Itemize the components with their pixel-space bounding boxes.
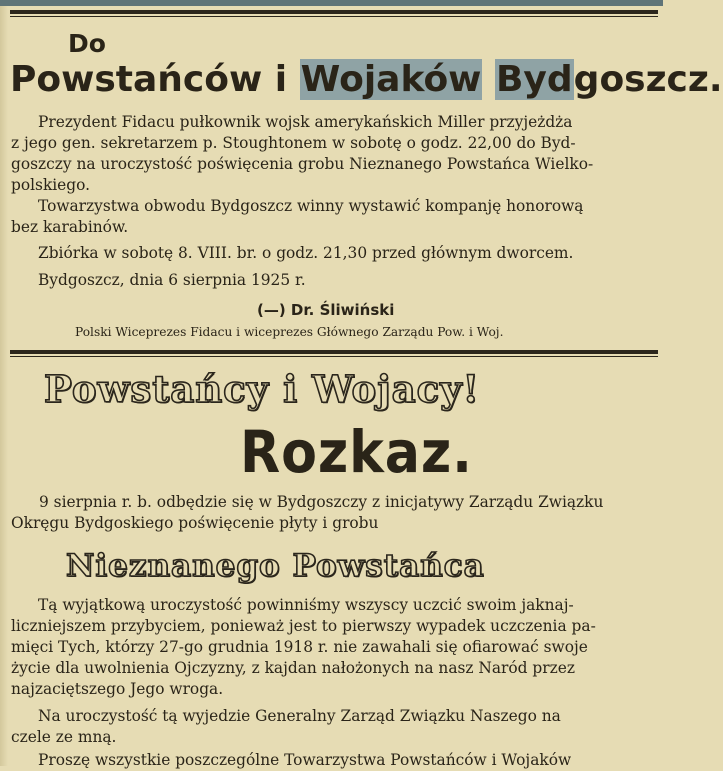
text-line: z jego gen. sekretarzem p. Stoughtonem w sobotę o godz. 22,00 do Byd- [11,134,576,152]
text-line: mięci Tych, którzy 27-go grudnia 1918 r. nie zawahali się ofiarować swoje [11,638,588,656]
title: Rozkaz. [240,418,473,486]
paragraph [11,196,657,217]
paragraph [11,492,657,513]
top-rule [10,10,658,14]
headline-part [482,59,495,100]
paragraph [11,616,657,700]
paragraph [11,750,657,771]
banner: Powstańcy i Wojacy! [44,367,480,411]
paragraph [11,217,657,238]
top-rule-thin [10,16,658,17]
text-line: Na uroczystość tą wyjedzie Generalny Zarząd Związku Naszego na [38,707,561,725]
text-line: czele ze mną. [11,728,117,746]
paragraph [11,513,657,534]
paragraph [11,727,657,748]
headline-highlight: Byd [495,59,573,100]
paragraph [11,270,657,291]
page-edge-shadow [0,6,8,766]
paragraph [11,133,657,196]
text-line: polskiego. [11,176,91,194]
signature: (—) Dr. Śliwiński [257,301,395,319]
paragraph [11,595,657,616]
paragraph [11,243,657,264]
paragraph [11,112,657,133]
paragraph [11,706,657,727]
signature-title: Polski Wiceprezes Fidacu i wiceprezes Głównego Zarządu Pow. i Woj. [75,325,504,339]
text-line: goszczy na uroczystość poświęcenia grobu Nieznanego Powstańca Wielko- [11,155,594,173]
headline-part: Powstańców i [10,59,300,100]
text-line: Proszę wszystkie poszczególne Towarzystwa Powstańców i Wojaków [38,751,572,769]
text-line: najzaciętszego Jego wroga. [11,680,224,698]
text-line: życie dla uwolnienia Ojczyzny, z kajdan nałożonych na nasz Naród przez [11,659,575,677]
text-line: Okręgu Bydgoskiego poświęcenie płyty i grobu [11,514,379,532]
text-line: 9 sierpnia r. b. odbędzie się w Bydgoszczy z inicjatywy Zarządu Związku [39,493,604,511]
text-line: Towarzystwa obwodu Bydgoszcz winny wystawić kompanję honorową [38,197,584,215]
text-line: Zbiórka w sobotę 8. VIII. br. o godz. 21,30 przed głównym dworcem. [38,244,574,262]
text-line: liczniejszem przybyciem, ponieważ jest to pierwszy wypadek uczczenia pa- [11,617,596,635]
section-rule [10,350,658,354]
top-image-strip [0,0,663,6]
headline-1 [10,59,723,100]
section-rule-thin [10,356,658,357]
preheading: Do [68,29,106,58]
subbanner: Nieznanego Powstańca [66,548,485,584]
text-line: Tą wyjątkową uroczystość powinniśmy wszyscy uczcić swoim jaknaj- [38,596,574,614]
text-line: Bydgoszcz, dnia 6 sierpnia 1925 r. [38,271,306,289]
headline-part: goszcz. [573,59,723,100]
text-line: Prezydent Fidacu pułkownik wojsk amerykańskich Miller przyjeżdża [38,113,573,131]
headline-highlight: Wojaków [300,59,482,100]
text-line: bez karabinów. [11,218,129,236]
